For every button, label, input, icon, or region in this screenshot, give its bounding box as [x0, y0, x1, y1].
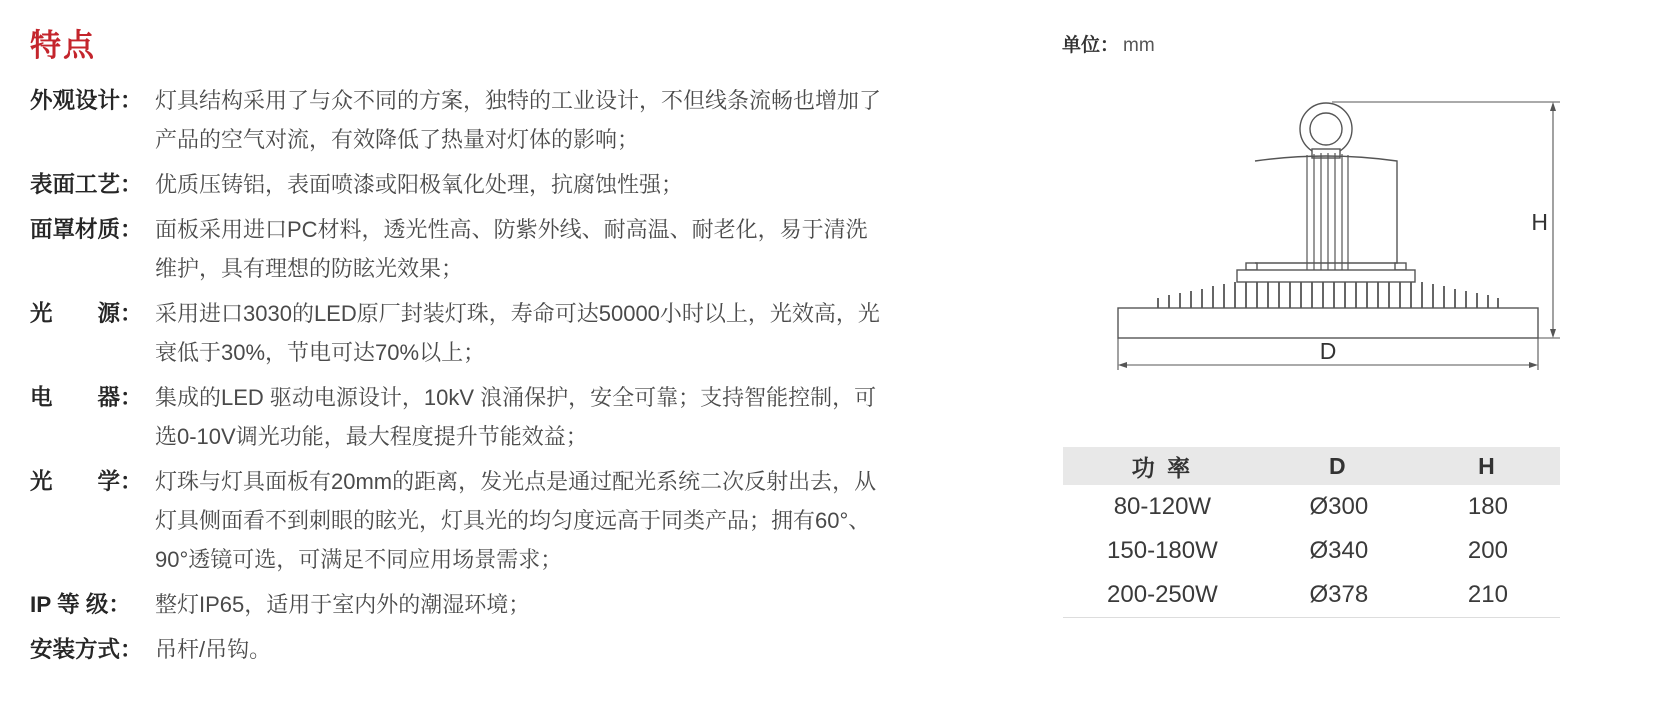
feature-label: 表面工艺：: [30, 172, 143, 197]
dimension-h-label: H: [1531, 209, 1548, 235]
hook-ring-outer: [1300, 103, 1352, 155]
cell-power: 80-120W: [1113, 493, 1212, 520]
feature-label: 安装方式：: [30, 637, 143, 662]
product-dimension-drawing: [1050, 75, 1610, 405]
feature-text: 灯具结构采用了与众不同的方案，独特的工业设计，不但线条流畅也增加了产品的空气对流，有效降低了热量对灯体的影响；: [155, 88, 882, 152]
dimension-d-label: D: [1319, 338, 1337, 364]
cell-d: Ø340: [1309, 537, 1369, 564]
heatsink-fins: [1158, 282, 1498, 308]
feature-item-cover: [30, 210, 890, 288]
center-fins: [1307, 153, 1348, 278]
features-title: 特点: [30, 28, 96, 63]
feature-text: 采用进口3030的LED原厂封装灯珠，寿命可达50000小时以上，光效高，光衰低于30%，节电可达70%以上；: [155, 301, 880, 365]
feature-label: 光 源：: [30, 301, 143, 326]
feature-item-mounting: [30, 630, 890, 669]
header-d: D: [1262, 447, 1416, 485]
cell-h: 180: [1467, 493, 1508, 520]
cell-h: 200: [1467, 537, 1508, 564]
feature-item-appearance: [30, 81, 890, 159]
feature-text: 优质压铸铝，表面喷漆或阳极氧化处理，抗腐蚀性强；: [155, 172, 684, 197]
feature-text: 集成的LED 驱动电源设计，10kV 浪涌保护，安全可靠；支持智能控制，可选0-10V调光功能，最大程度提升节能效益；: [155, 385, 877, 449]
cell-d: Ø378: [1262, 573, 1416, 618]
housing-foot-left: [1246, 263, 1257, 270]
features-section: [30, 20, 890, 675]
feature-label: 光 学：: [30, 469, 143, 494]
cell-power: 200-250W: [1063, 573, 1262, 618]
housing-foot-right: [1395, 263, 1406, 270]
spec-table: [1063, 447, 1560, 618]
table-row: [1063, 485, 1560, 529]
cell-d: Ø300: [1309, 493, 1369, 520]
mounting-flange: [1237, 270, 1415, 282]
lamp-base: [1118, 308, 1538, 338]
feature-text: 吊杆/吊钩。: [155, 637, 272, 662]
unit-label: 单位：: [1062, 35, 1120, 56]
unit-note: [1062, 30, 1155, 57]
feature-item-driver: [30, 378, 890, 456]
feature-item-surface: [30, 165, 890, 204]
feature-label: 电 器：: [30, 385, 143, 410]
cell-power: 150-180W: [1107, 537, 1218, 564]
feature-item-ip-rating: [30, 585, 890, 624]
feature-item-optics: [30, 462, 890, 579]
highbay-light-drawing-icon: [1050, 75, 1610, 405]
unit-value: mm: [1123, 35, 1155, 56]
feature-item-lightsource: [30, 294, 890, 372]
feature-label: 面罩材质：: [30, 217, 143, 242]
driver-housing: [1255, 156, 1397, 263]
feature-text: 灯珠与灯具面板有20mm的距离，发光点是通过配光系统二次反射出去，从灯具侧面看不到刺眼的眩光，灯具光的均匀度远高于同类产品；拥有60°、90°透镜可选，可满足不同应用场景需求；: [155, 469, 877, 572]
hook-ring-inner: [1310, 113, 1342, 145]
feature-label: 外观设计：: [30, 88, 143, 113]
feature-text: 整灯IP65，适用于室内外的潮湿环境；: [155, 592, 531, 617]
spec-table-header-row: [1063, 447, 1560, 485]
feature-label: IP 等 级：: [30, 592, 131, 617]
feature-text: 面板采用进口PC材料，透光性高、防紫外线、耐高温、耐老化，易于清洗维护，具有理想的防眩光效果；: [155, 217, 868, 281]
cell-h: 210: [1416, 573, 1560, 618]
table-row: [1063, 573, 1560, 618]
header-h: H: [1416, 447, 1560, 485]
header-power: 功 率: [1063, 447, 1262, 485]
table-row: [1063, 529, 1560, 573]
